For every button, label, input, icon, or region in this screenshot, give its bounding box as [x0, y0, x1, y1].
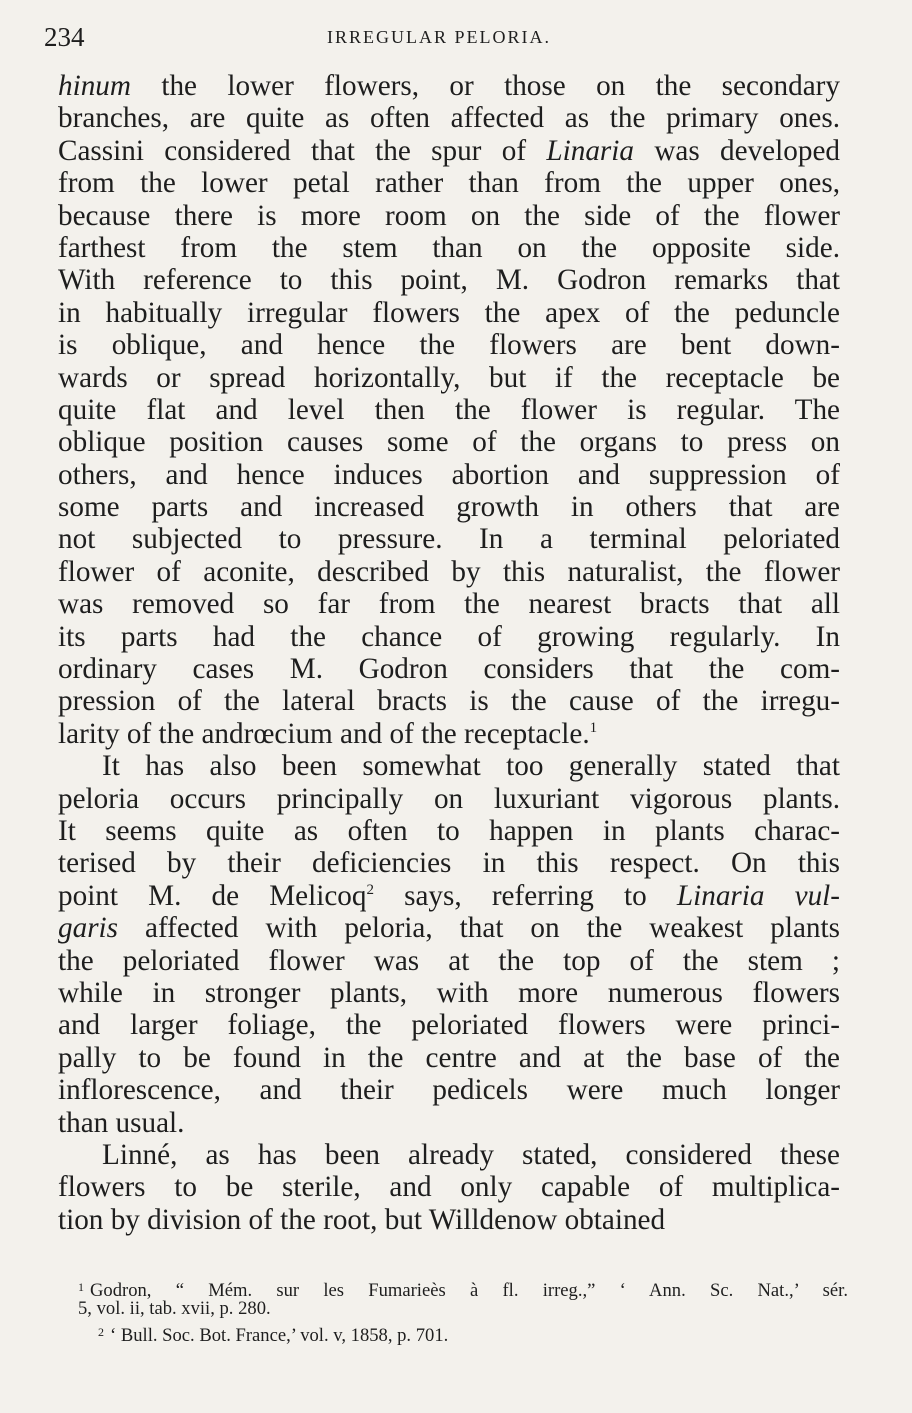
text-run: flowers to be sterile, and only capable of multiplica- [58, 1171, 840, 1204]
text-line [58, 912, 840, 944]
text-line [58, 394, 840, 426]
text-line [58, 556, 840, 588]
text-line [58, 200, 840, 232]
footnote-text: 5, vol. ii, tab. xvii, p. 280. [78, 1298, 271, 1320]
text-line [58, 491, 840, 523]
text-run: Linné, as has been already stated, considered these [102, 1138, 840, 1171]
text-line [58, 1171, 840, 1203]
text-run: larity of the andrœcium and of the receptacle. [58, 717, 590, 750]
body-text [58, 70, 840, 1236]
text-run: pally to be found in the centre and at the base of the [58, 1041, 840, 1074]
text-line [58, 70, 840, 102]
text-run: not subjected to pressure. In a terminal peloriated [58, 523, 840, 556]
text-run: others, and hence induces abortion and suppression of [58, 458, 840, 491]
text-line [58, 459, 840, 491]
text-run: inflorescence, and their pedicels were much longer [58, 1074, 840, 1107]
text-line [58, 880, 840, 912]
text-line [58, 523, 840, 555]
text-line [58, 329, 840, 361]
text-run: was removed so far from the nearest bracts that all [58, 588, 840, 621]
text-run: affected with peloria, that on the weakest plants [118, 912, 840, 945]
text-run: farthest from the stem than on the opposite side. [58, 231, 840, 264]
text-line [58, 653, 840, 685]
footnote-reference: 2 [366, 881, 374, 898]
text-run: It has also been somewhat too generally stated that [102, 750, 840, 783]
italic-text: Linaria [546, 134, 634, 167]
footnote-1-continued [78, 1298, 848, 1320]
text-line [58, 1042, 840, 1074]
text-run: pression of the lateral bracts is the cause of the irregu- [58, 685, 840, 718]
footnote-2 [78, 1321, 848, 1346]
text-run: its parts had the chance of growing regularly. In [58, 620, 840, 653]
text-run: quite flat and level then the flower is regular. The [58, 393, 840, 426]
paragraph [58, 750, 840, 1139]
text-line [58, 264, 840, 296]
text-run: branches, are quite as often affected as the primary ones. [58, 102, 840, 135]
text-run: peloria occurs principally on luxuriant vigorous plants. [58, 782, 840, 815]
footnote-marker: 2 [98, 1324, 104, 1339]
text-run: and larger foliage, the peloriated flowers were princi- [58, 1009, 840, 1042]
text-run: is oblique, and hence the flowers are bent down- [58, 329, 840, 362]
text-line [58, 847, 840, 879]
text-run: says, referring to [373, 879, 677, 912]
text-line [58, 1204, 840, 1236]
text-line [58, 945, 840, 977]
text-run: while in stronger plants, with more numerous flowers [58, 976, 840, 1009]
text-line [58, 297, 840, 329]
text-run: than usual. [58, 1106, 185, 1139]
footnote-text: Godron, “ Mém. sur les Fumarieès à fl. irreg.,” ‘ Ann. Sc. Nat.,’ sér. [90, 1280, 848, 1301]
footnotes [78, 1276, 848, 1346]
text-line [58, 1009, 840, 1041]
text-line [58, 102, 840, 134]
text-line [58, 1139, 840, 1171]
footnote-marker: 1 [78, 1280, 84, 1294]
footnote-text: ‘ Bull. Soc. Bot. France,’ vol. v, 1858, p. 701. [110, 1324, 449, 1346]
text-line [58, 426, 840, 458]
text-line [58, 1074, 840, 1106]
running-title: IRREGULAR PELORIA. [327, 27, 551, 47]
text-run: the peloriated flower was at the top of the stem ; [58, 944, 840, 977]
text-line [58, 362, 840, 394]
text-line [58, 750, 840, 782]
text-line [58, 815, 840, 847]
text-run: With reference to this point, M. Godron remarks that [58, 264, 840, 297]
text-run: in habitually irregular flowers the apex of the peduncle [58, 296, 840, 329]
text-run: terised by their deficiencies in this respect. On this [58, 847, 840, 880]
text-run: oblique position causes some of the organs to press on [58, 426, 840, 459]
text-run: because there is more room on the side of the flower [58, 199, 840, 232]
text-line [58, 977, 840, 1009]
text-line [58, 718, 840, 750]
text-run: flower of aconite, described by this naturalist, the flower [58, 555, 840, 588]
text-line [58, 783, 840, 815]
text-run: some parts and increased growth in others that are [58, 491, 840, 524]
italic-text: garis [58, 912, 119, 945]
text-line [58, 1107, 840, 1139]
text-run: point M. de Melicoq [58, 879, 367, 912]
text-line [58, 167, 840, 199]
text-run: the lower flowers, or those on the secondary [130, 70, 840, 102]
text-line [58, 588, 840, 620]
text-run: It seems quite as often to happen in plants charac- [58, 814, 840, 847]
text-run: from the lower petal rather than from the upper ones, [58, 167, 840, 200]
text-run: wards or spread horizontally, but if the receptacle be [58, 361, 840, 394]
text-line [58, 232, 840, 264]
text-run: tion by division of the root, but Willdenow obtained [58, 1203, 666, 1236]
italic-text: Linaria vul- [676, 879, 840, 912]
paragraph [58, 1139, 840, 1236]
page-header [44, 22, 834, 58]
text-line [58, 135, 840, 167]
text-line [58, 685, 840, 717]
text-line [58, 621, 840, 653]
italic-text: hinum [58, 70, 131, 102]
page-number: 234 [44, 22, 85, 52]
text-run: Cassini considered that the spur of [58, 134, 547, 167]
footnote-1 [78, 1276, 848, 1301]
paragraph [58, 70, 840, 750]
text-run: ordinary cases M. Godron considers that the com- [58, 653, 840, 686]
footnote-reference: 1 [589, 719, 598, 736]
text-run: was developed [633, 134, 840, 167]
